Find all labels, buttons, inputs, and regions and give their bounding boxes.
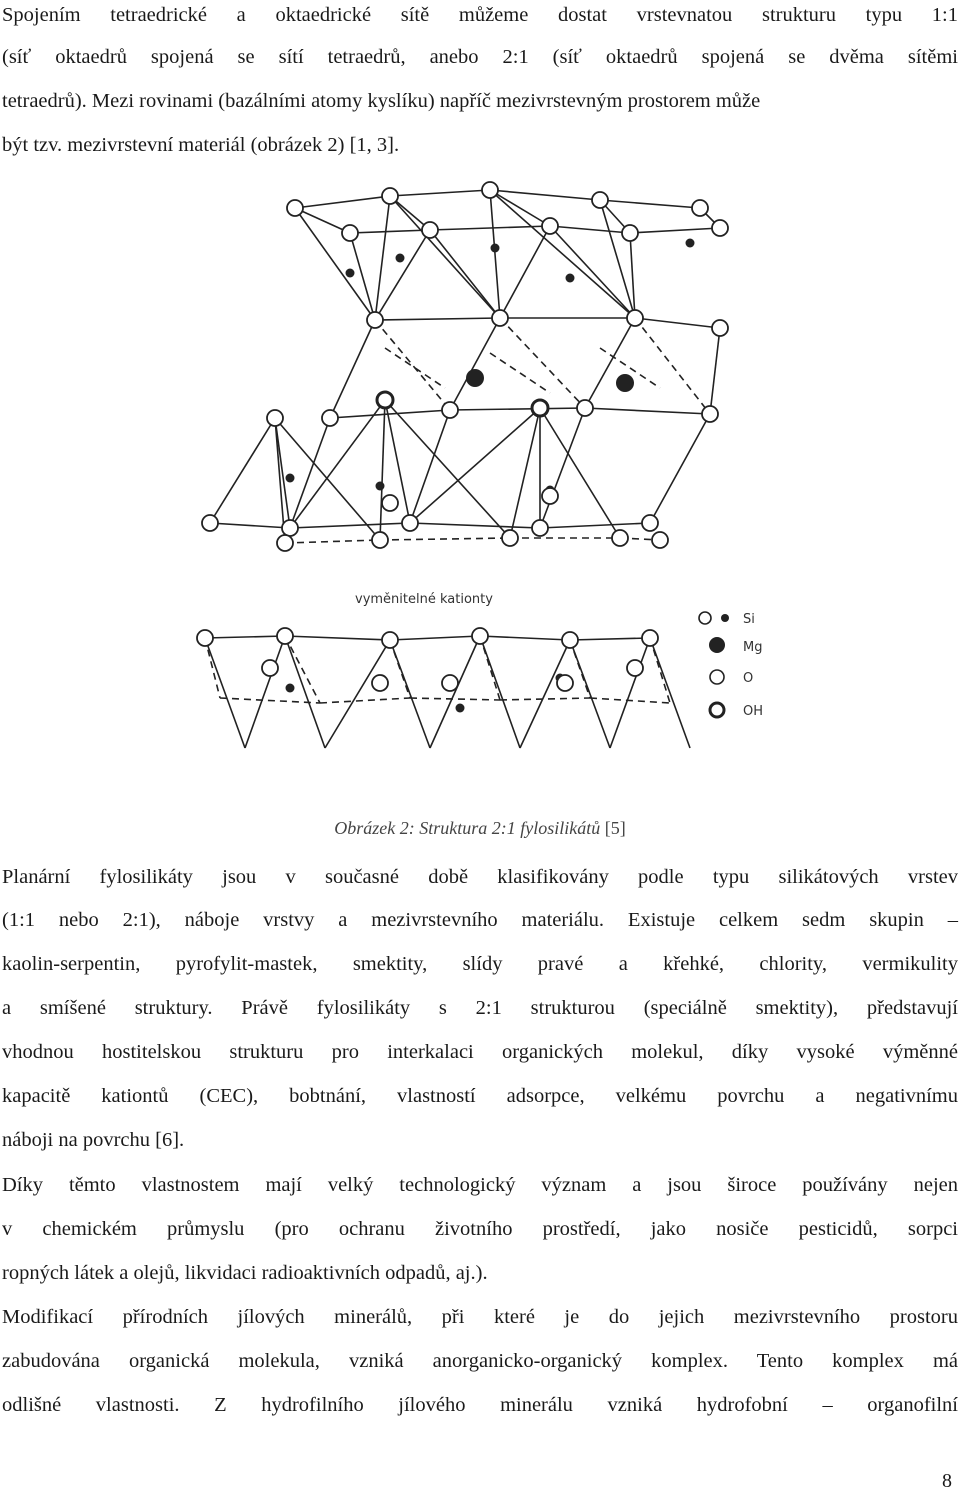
o-atom (542, 218, 558, 234)
bond-line (500, 226, 550, 318)
bond-line (245, 636, 285, 748)
o-atom (532, 520, 548, 536)
si-atom (686, 239, 695, 248)
bond-line (375, 196, 390, 320)
si-atom (566, 274, 575, 283)
o-atom (642, 515, 658, 531)
legend-si-symbol (721, 614, 729, 622)
bond-line (500, 318, 585, 408)
bond-line (205, 638, 245, 748)
page-number: 8 (942, 1470, 952, 1492)
o-atom (712, 220, 728, 236)
legend-mg-symbol (709, 637, 725, 653)
bond-line (380, 538, 510, 540)
bond-line (710, 328, 720, 414)
legend-mg-label: Mg (743, 640, 763, 655)
si-atom (286, 684, 295, 693)
bond-line (510, 408, 540, 538)
text-line: zabudována organická molekula, vzniká anorganicko-organický komplex. Tento komplex má (2, 1350, 958, 1372)
caption-title: Struktura 2:1 fylosilikátů (419, 818, 601, 838)
o-atom (442, 402, 458, 418)
o-atom (627, 660, 643, 676)
text-line: ropných látek a olejů, likvidaci radioaktivních odpadů, aj.). (2, 1262, 488, 1284)
o-atom (692, 200, 708, 216)
o-atom (367, 312, 383, 328)
legend-oh-label: OH (743, 704, 764, 719)
bond-line (285, 540, 380, 543)
caption-label: Obrázek 2: (334, 818, 415, 838)
o-atom (402, 515, 418, 531)
o-atom (627, 310, 643, 326)
bond-line (390, 190, 490, 196)
o-atom (542, 488, 558, 504)
o-atom (322, 410, 338, 426)
bond-line (390, 636, 480, 640)
bond-line (450, 318, 500, 410)
o-atom (577, 400, 593, 416)
bond-line (550, 226, 630, 233)
bond-line (430, 230, 500, 318)
bond-line (285, 636, 390, 640)
o-atom (442, 675, 458, 691)
si-atom (346, 269, 355, 278)
oh-atom (532, 400, 548, 416)
o-atom (652, 532, 668, 548)
bond-line (540, 523, 650, 528)
o-atom (382, 188, 398, 204)
bond-line (410, 698, 500, 700)
bond-line (295, 196, 390, 208)
bond-line (635, 318, 720, 328)
o-atom (372, 675, 388, 691)
bond-line (210, 523, 290, 528)
o-atom (262, 660, 278, 676)
mg-atom (466, 369, 484, 387)
bond-line (585, 318, 635, 408)
legend-o-symbol (710, 670, 724, 684)
o-atom (712, 320, 728, 336)
o-atom (502, 530, 518, 546)
si-atom (286, 474, 295, 483)
o-atom (492, 310, 508, 326)
si-atom (396, 254, 405, 263)
bond-line (205, 638, 220, 698)
bond-line (450, 408, 585, 410)
bond-line (330, 320, 375, 418)
bond-line (635, 318, 710, 414)
bond-line (490, 190, 600, 200)
bond-line (385, 348, 445, 388)
o-atom (702, 406, 718, 422)
oh-atom (377, 392, 393, 408)
text-line: kaolin-serpentin, pyrofylit-mastek, smektity, slídy pravé a křehké, chlority, vermikulity (2, 953, 958, 975)
o-atom (382, 495, 398, 511)
o-atom (342, 225, 358, 241)
text-line: kapacitě kationtů (CEC), bobtnání, vlastností adsorpce, velkému povrchu a negativnímu (2, 1085, 958, 1107)
bond-line (380, 400, 385, 540)
text-line: Díky těmto vlastnostem mají velký technologický význam a jsou široce používány nejen (2, 1174, 958, 1196)
bond-line (430, 636, 480, 748)
si-atom (491, 244, 500, 253)
interlayer-cations-label: vyměnitelné kationty (355, 592, 493, 607)
bond-line (325, 640, 390, 748)
bond-line (585, 408, 710, 414)
bond-line (490, 190, 635, 318)
bond-line (410, 523, 540, 528)
figure-caption (0, 814, 960, 842)
bond-line (350, 233, 375, 320)
bond-line (540, 408, 585, 528)
bond-line (220, 698, 320, 703)
o-atom (592, 192, 608, 208)
phyllosilicate-structure-figure (180, 178, 780, 798)
bond-line (520, 640, 570, 748)
text-line: (síť oktaedrů spojená se sítí tetraedrů, anebo 2:1 (síť oktaedrů spojená se dvěma sítěmi (2, 46, 958, 68)
bond-line (350, 230, 430, 233)
bond-line (490, 353, 550, 393)
o-atom (557, 675, 573, 691)
bond-line (650, 414, 710, 523)
o-atom (472, 628, 488, 644)
bond-line (375, 230, 430, 320)
text-line: vhodnou hostitelskou strukturu pro interkalaci organických molekul, díky vysoké výměnné (2, 1041, 958, 1063)
text-line: (1:1 nebo 2:1), náboje vrstvy a mezivrstevního materiálu. Existuje celkem sedm skupin – (2, 909, 958, 931)
legend-si-open-symbol (699, 612, 711, 624)
bond-line (610, 638, 650, 748)
legend-si-label: Si (743, 612, 755, 627)
o-atom (287, 200, 303, 216)
bond-line (600, 200, 635, 318)
text-line: a smíšené struktury. Právě fylosilikáty s 2:1 strukturou (speciálně smektity), představují (2, 997, 958, 1019)
bond-line (290, 523, 410, 528)
o-atom (622, 225, 638, 241)
o-atom (482, 182, 498, 198)
text-line: náboji na povrchu [6]. (2, 1129, 185, 1151)
bond-line (480, 636, 570, 640)
o-atom (267, 410, 283, 426)
bond-line (290, 418, 330, 528)
bond-line (375, 318, 500, 320)
bond-line (590, 698, 670, 703)
si-atom (456, 704, 465, 713)
bond-line (410, 408, 540, 523)
caption-reference: [5] (604, 818, 626, 838)
bond-line (490, 190, 500, 318)
text-line: být tzv. mezivrstevní materiál (obrázek 2) [1, 3]. (2, 134, 400, 156)
o-atom (277, 535, 293, 551)
legend-oh-symbol (710, 703, 724, 717)
text-line: Spojením tetraedrické a oktaedrické sítě můžeme dostat vrstevnatou strukturu typu 1:1 (2, 4, 958, 26)
bond-line (330, 410, 450, 418)
o-atom (197, 630, 213, 646)
bond-line (295, 208, 375, 320)
legend (699, 612, 763, 719)
o-atom (202, 515, 218, 531)
bond-line (285, 636, 320, 703)
text-line: Planární fylosilikáty jsou v současné době klasifikovány podle typu silikátových vrstev (2, 866, 958, 888)
bond-line (500, 698, 590, 700)
bond-line (570, 638, 650, 640)
bond-line (210, 418, 275, 523)
legend-o-label: O (743, 671, 754, 686)
text-line: odlišné vlastnosti. Z hydrofilního jílového minerálu vzniká hydrofobní – organofilní (2, 1394, 958, 1416)
o-atom (372, 532, 388, 548)
bond-line (320, 698, 410, 703)
o-atom (277, 628, 293, 644)
si-atom (376, 482, 385, 491)
o-atom (422, 222, 438, 238)
text-line: Modifikací přírodních jílových minerálů, při které je do jejich mezivrstevního prostoru (2, 1306, 958, 1328)
o-atom (562, 632, 578, 648)
bond-line (205, 636, 285, 638)
o-atom (382, 632, 398, 648)
bond-line (540, 408, 620, 538)
bond-line (390, 196, 500, 318)
text-line: v chemickém průmyslu (pro ochranu životního prostředí, jako nosiče pesticidů, sorpci (2, 1218, 958, 1240)
bond-line (550, 226, 635, 318)
bond-line (650, 638, 690, 748)
bond-line (600, 200, 700, 208)
structure-diagram (180, 178, 780, 798)
bond-line (630, 228, 720, 233)
mg-atom (616, 374, 634, 392)
text-line: tetraedrů). Mezi rovinami (bazálními atomy kyslíku) napříč mezivrstevným prostorem může (2, 90, 761, 112)
o-atom (612, 530, 628, 546)
o-atom (282, 520, 298, 536)
o-atom (642, 630, 658, 646)
